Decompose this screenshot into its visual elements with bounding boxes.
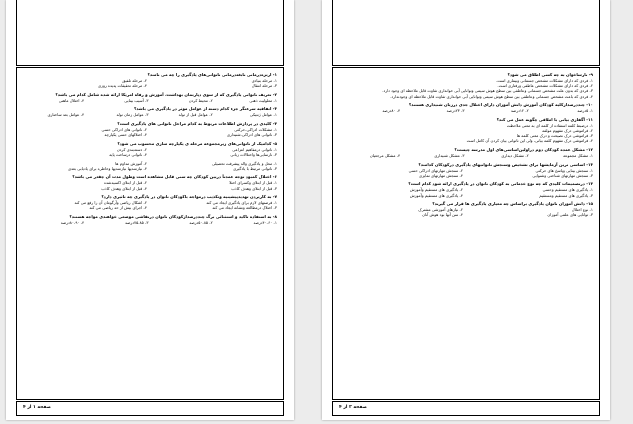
answer-option: ۳- آسیب بینایی xyxy=(124,97,149,103)
answer-options xyxy=(23,98,277,103)
answer-options xyxy=(23,78,277,88)
right-page-number: صفحه ۲ از ۴ xyxy=(339,405,367,410)
answer-option: ۴- سنجش مهارتهای تمایزی xyxy=(419,172,463,178)
question-text: ۹- نارساخوان به چه کسی اطلاق می شود؟ xyxy=(507,72,593,77)
answer-option: ۳- یادگیری های مستقیم ومستقیم xyxy=(539,192,593,198)
answer-option: ۳- ناتوانی مرتبط با یادگیری xyxy=(233,165,277,171)
answer-option: ۳- عوامل زمان تولد xyxy=(116,112,149,118)
question-text: ۱۱- آگفازی بیانی با املاقی چگونه عمل می کند؟ xyxy=(496,116,593,122)
answer-options xyxy=(339,153,593,158)
answer-option: ۴- قبل از ابتلای وهدف کاذب xyxy=(101,185,147,191)
question-text: ۱۰- چنددرصدازکلیه کودکان آموزش دانش آموزان دارای اختلال جدی درزبان شنیداری هستند؟ xyxy=(408,102,593,108)
answer-option: ۳- ناتوانی های ادراکی-شنیداری xyxy=(226,132,277,138)
answer-options xyxy=(339,187,593,197)
answer-option: ۱- عوامل ژنتیکی xyxy=(249,112,277,118)
answer-options xyxy=(339,207,593,217)
answer-option: ۲- آموزش مداوم ها xyxy=(115,160,147,166)
answer-option: ۱- درضبط کلمه استفاده از کلمه ای به معنی ملاحظت xyxy=(506,122,593,128)
answer-option: ۲- فراموشی درک مفهوم مولفه xyxy=(542,128,593,133)
answer-option: ۱- ۴۰-۶۰درصد xyxy=(253,219,277,225)
answer-option: ۳- فراموشی درک نصیحت و درک معنی کلمه ها xyxy=(516,133,593,139)
left-page-content xyxy=(16,67,284,400)
answer-option: ۳- قبل از ابتلای وهدف کاذب xyxy=(231,185,277,191)
answer-options xyxy=(23,112,277,117)
answer-options xyxy=(23,147,277,157)
answer-option: ۲- ناتوانی های ادراکی حسی xyxy=(101,126,147,132)
answer-options xyxy=(23,200,277,210)
answer-option: ۴- مشکل مرجعیان xyxy=(369,153,401,158)
question-text: ۷- به کاربردن تهدیدپیشینیه وتکذیب درمواجه باکودکان ناتوان در یادگیری چه تاثیری دارد؟ xyxy=(101,194,277,200)
answer-option: ۴- یادگیری های مستقیم وآموزش xyxy=(409,192,463,198)
answer-option: ۲- دسته‌بندی کردن xyxy=(116,146,147,152)
answer-option: ۴- اختلال ماهنی xyxy=(58,97,85,103)
answer-option: ۴- مرحله تحقیقات پدیده روزی xyxy=(98,83,147,89)
answer-option: ۱- مشکلات ادراکی-حرکتی xyxy=(234,126,277,132)
answer-option: ۱- ۵درصد xyxy=(577,108,593,114)
question-text: ۵- کدامیک از ناتوانی‌های زیرمجموعه مرحله ی یکپارچه سازی محسوب می شود؟ xyxy=(117,140,277,146)
answer-option: ۱- فردی که دارای مشکلات مشخص جسمانی وبیماری است. xyxy=(496,78,593,83)
answer-options xyxy=(339,78,593,99)
answer-options xyxy=(23,220,277,225)
answer-option: ۲- یادگیری های مستقیم وآموزش xyxy=(409,187,463,193)
answer-option: ۳- اختلال درمطالعه ونشانه ایجاد می کند xyxy=(212,205,277,211)
answer-option: ۴- ۸۰-۹۰درصد xyxy=(60,219,85,225)
answer-option: ۳- فردی که بدون علت مشخص جسمانی وعاطفی بین سطح هوش سیمی وتوانایی آبی خوانداری تفاوت قابل ملاحظه ای وجود دارد. xyxy=(382,88,593,94)
question-text: ۱۳- اساسی ترین آزمایشها برای تشخیص وسنجش ناتوانیهای یادگیری درکودکان کدامند؟ xyxy=(418,161,593,167)
answer-option: ۱- سنجش بینایی وپاسخ های حرکتی xyxy=(535,167,593,173)
answer-option: ۴- فردی که باعث مشخص جسمانی وعاطفی بین سطح هوش سیمی وتوانایی آبی خوانداری تفاوت قابل ملاحظه ای وجودندارد. xyxy=(390,93,593,99)
answer-options xyxy=(339,168,593,178)
answer-options xyxy=(23,180,277,190)
answer-option: ۱- معلولیت ذهنی xyxy=(249,97,277,103)
answer-option: ۴- اجرای بیش از حد ریاضی می کند xyxy=(89,205,147,211)
answer-option: ۲- سنجش مهارتهای ادراکی حسی xyxy=(408,167,463,173)
answer-option: ۳- مرحله انتقال xyxy=(251,83,277,89)
answer-option: ۱- مرحله بنیادی xyxy=(251,78,277,83)
answer-option: ۱- فرصتهای لازم برای یادگیری ایجاد می کند xyxy=(206,200,277,206)
answer-option: ۱- محل و یادگیری والد پیشرفت تحصیلی xyxy=(212,160,277,166)
answer-option: ۲- ۵۰-۸۵درصد xyxy=(189,219,213,225)
answer-option: ۳- نارسایی‌ها واختلالات زبانی xyxy=(230,151,277,157)
answer-options xyxy=(23,161,277,171)
answer-option: ۴- فراموشی درک مفهوم کلمه بیانی، ولی این ناتوانی بیان کردن آن کامل است xyxy=(466,138,593,144)
answer-option: ۳- ۲۳درصد xyxy=(446,108,465,114)
question-text: ۲- تعریف ناتوانی یادگیری که از سوی دپارتمان بهداشت، آموزش و رفاه امریکا ارائه شده شامل کدام می باشد؟ xyxy=(55,91,277,97)
right-page-header-box xyxy=(332,0,600,66)
question-text: ۱- ارتزه‌درمانی نابغه‌درمانی ناتوانی‌های یادگیری را چه می نامند؟ xyxy=(147,72,277,77)
answer-option: ۱- قبل از ابتلای وکسرای اختلا xyxy=(229,180,277,186)
answer-option: ۳- ۷۵-۸۵درصد xyxy=(125,219,149,225)
left-page-footer xyxy=(16,401,284,416)
question-text: ۸- به استفاده تاکید و استثنائی برگ چنددرصدازکودکان ناتوان درنقاشی موضعی خواهندی مواجه هستند؟ xyxy=(69,213,277,219)
question-text: ۱۲- مشکل عمده کودکان دوم دراولین‌اساسی‌های اول مدرسه چیست؟ xyxy=(454,147,593,152)
answer-option: ۱- مشکل مجموعه xyxy=(563,153,593,158)
answer-option: ۳- توانایی های علمی آموزان xyxy=(547,212,593,218)
answer-option: ۲- محیط کردن xyxy=(188,97,213,103)
left-page-header-box xyxy=(16,0,284,66)
question-text: ۴- کلیدی در پردازش اطلاعات مربوط به کدام مراحل ناتوانی های یادگیری است؟ xyxy=(117,120,277,126)
answer-option: ۲- مرحله تلفیق xyxy=(122,78,147,83)
right-page-footer xyxy=(332,401,600,416)
question-text: ۱۵- دانش آموزان ناتوان یادگیری براساس چه معیاری یادگیری ها قرار می گیرند؟ xyxy=(432,201,593,207)
answer-option: ۴- اختلالهای حسی یکپارچه xyxy=(104,132,147,138)
left-page-number: صفحه ۱ از ۴ xyxy=(23,405,51,410)
answer-option: ۱- یادگیری های مستقیم وحسی xyxy=(542,187,593,193)
question-text: ۶- اختلال کمبود توجه عمدتاً دربین کودکان چه سنی قابل مشاهده است وطول مدت آن چقدر می باشد؟ xyxy=(72,174,277,180)
answer-option: ۴- نیازمندیها نیازمندیها وخاطره برای یادیابی بعدی xyxy=(67,165,147,171)
question-text: ۱۴- درتصمیمات کلیدی که چه نوع خدماتی به کودکان ناتوان در یادگیری ارائه شود کدام است؟ xyxy=(408,181,593,187)
right-page xyxy=(322,0,610,420)
answer-options xyxy=(339,108,593,113)
answer-option: ۳- سنجش مهارتهای شناختی وشنوایی xyxy=(532,172,593,178)
answer-option: ۲- قبل از ابتلای اکسیدشده xyxy=(103,180,147,186)
left-page xyxy=(6,0,294,420)
question-text: ۳- اتفاقیه سرعتگر جزء کدام دسته از عوامل موثر در یادگیری می باشد؟ xyxy=(134,106,277,112)
answer-option: ۲- فردی که دارای مشکلات مشخص عاطفی ورفتاری است. xyxy=(497,83,593,89)
answer-option: ۴- عوامل بعد ساختاری xyxy=(47,112,85,118)
right-page-content xyxy=(332,67,600,400)
answer-options xyxy=(23,127,277,137)
answer-option: ۲- مشکل دیداری xyxy=(501,153,529,158)
answer-option: ۳- مشکل شنیداری xyxy=(434,153,465,158)
answer-option: ۴- ناتوانی درساخت پایه xyxy=(109,151,147,157)
answer-option: ۲- ۱۲درصد xyxy=(510,108,529,114)
answer-option: ۴- ۸۰درصد xyxy=(382,108,401,114)
answer-option: ۲- اشکال ریاضی وآرگومان آن را رفع می کند xyxy=(74,200,147,206)
answer-option: ۴- سن آنها بود هوش آنان xyxy=(422,212,463,218)
answer-option: ۲- نیازهای آموزشی مشترک xyxy=(418,207,463,213)
answer-options xyxy=(339,123,593,144)
answer-option: ۲- عوامل قبل از تولد xyxy=(178,112,213,118)
answer-option: ۱- نوع اختلال xyxy=(571,207,593,213)
answer-option: ۱- ناتوانی درمفاهیم انتزاعی xyxy=(232,146,277,152)
